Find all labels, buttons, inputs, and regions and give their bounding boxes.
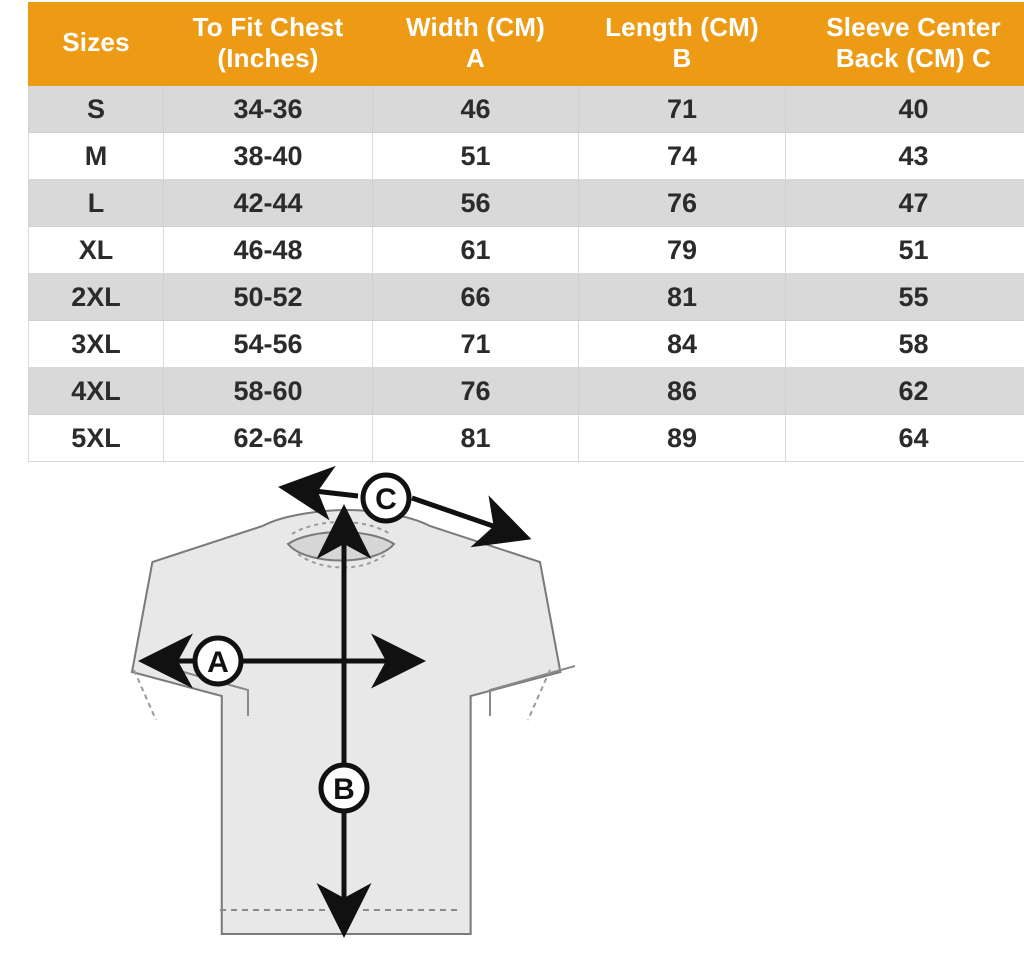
cell-width: 76 <box>373 368 579 415</box>
cell-size: M <box>29 133 164 180</box>
cell-chest: 50-52 <box>164 274 373 321</box>
column-header-sizes-line1: Sizes <box>62 27 130 58</box>
table-row <box>29 227 1024 274</box>
cell-size: 5XL <box>29 415 164 462</box>
tshirt-measurement-diagram <box>0 466 1024 977</box>
cell-width: 51 <box>373 133 579 180</box>
size-chart-table <box>28 2 1024 462</box>
table-row <box>29 415 1024 462</box>
tshirt-illustration <box>132 510 575 934</box>
column-header-chest <box>164 3 373 86</box>
cell-width: 46 <box>373 86 579 133</box>
column-header-width <box>373 3 579 86</box>
column-header-length-line1: Length (CM) <box>605 12 759 42</box>
cell-size: 4XL <box>29 368 164 415</box>
cell-sleeve: 58 <box>786 321 1024 368</box>
cell-chest: 58-60 <box>164 368 373 415</box>
cell-length: 74 <box>579 133 786 180</box>
cell-sleeve: 40 <box>786 86 1024 133</box>
cell-length: 71 <box>579 86 786 133</box>
cell-sleeve: 62 <box>786 368 1024 415</box>
cell-size: L <box>29 180 164 227</box>
column-header-chest-line1: To Fit Chest <box>192 12 344 42</box>
badge-b-label: B <box>333 773 355 806</box>
table-row <box>29 180 1024 227</box>
cell-sleeve: 64 <box>786 415 1024 462</box>
cell-sleeve: 43 <box>786 133 1024 180</box>
cell-chest: 62-64 <box>164 415 373 462</box>
cell-length: 81 <box>579 274 786 321</box>
cell-width: 61 <box>373 227 579 274</box>
cell-width: 56 <box>373 180 579 227</box>
cell-size: S <box>29 86 164 133</box>
table-row <box>29 321 1024 368</box>
cell-length: 86 <box>579 368 786 415</box>
table-row <box>29 274 1024 321</box>
cell-sleeve: 55 <box>786 274 1024 321</box>
size-chart-header <box>29 3 1024 86</box>
column-header-length-line2: B <box>672 42 692 73</box>
cell-length: 89 <box>579 415 786 462</box>
table-row <box>29 133 1024 180</box>
size-chart-container <box>28 2 1001 462</box>
cell-width: 66 <box>373 274 579 321</box>
column-header-sizes <box>29 3 164 86</box>
cell-size: XL <box>29 227 164 274</box>
cell-sleeve: 51 <box>786 227 1024 274</box>
cell-sleeve: 47 <box>786 180 1024 227</box>
cell-length: 79 <box>579 227 786 274</box>
cell-length: 76 <box>579 180 786 227</box>
cell-chest: 38-40 <box>164 133 373 180</box>
cell-size: 2XL <box>29 274 164 321</box>
table-row <box>29 368 1024 415</box>
column-header-width-line2: A <box>466 42 485 73</box>
column-header-sleeve <box>786 3 1024 86</box>
cell-length: 84 <box>579 321 786 368</box>
cell-chest: 54-56 <box>164 321 373 368</box>
badge-c-label: C <box>375 483 397 516</box>
cell-chest: 46-48 <box>164 227 373 274</box>
table-header-row <box>29 3 1024 86</box>
cell-chest: 42-44 <box>164 180 373 227</box>
column-header-sleeve-line1: Sleeve Center <box>826 12 1001 42</box>
badge-a-label: A <box>207 646 229 679</box>
cell-chest: 34-36 <box>164 86 373 133</box>
column-header-sleeve-line2: Back (CM) C <box>835 42 992 73</box>
column-header-chest-line2: (Inches) <box>217 42 319 73</box>
size-chart-body <box>29 86 1024 462</box>
cell-width: 71 <box>373 321 579 368</box>
cell-width: 81 <box>373 415 579 462</box>
column-header-width-line1: Width (CM) <box>406 12 545 42</box>
column-header-length <box>579 3 786 86</box>
table-row <box>29 86 1024 133</box>
cell-size: 3XL <box>29 321 164 368</box>
